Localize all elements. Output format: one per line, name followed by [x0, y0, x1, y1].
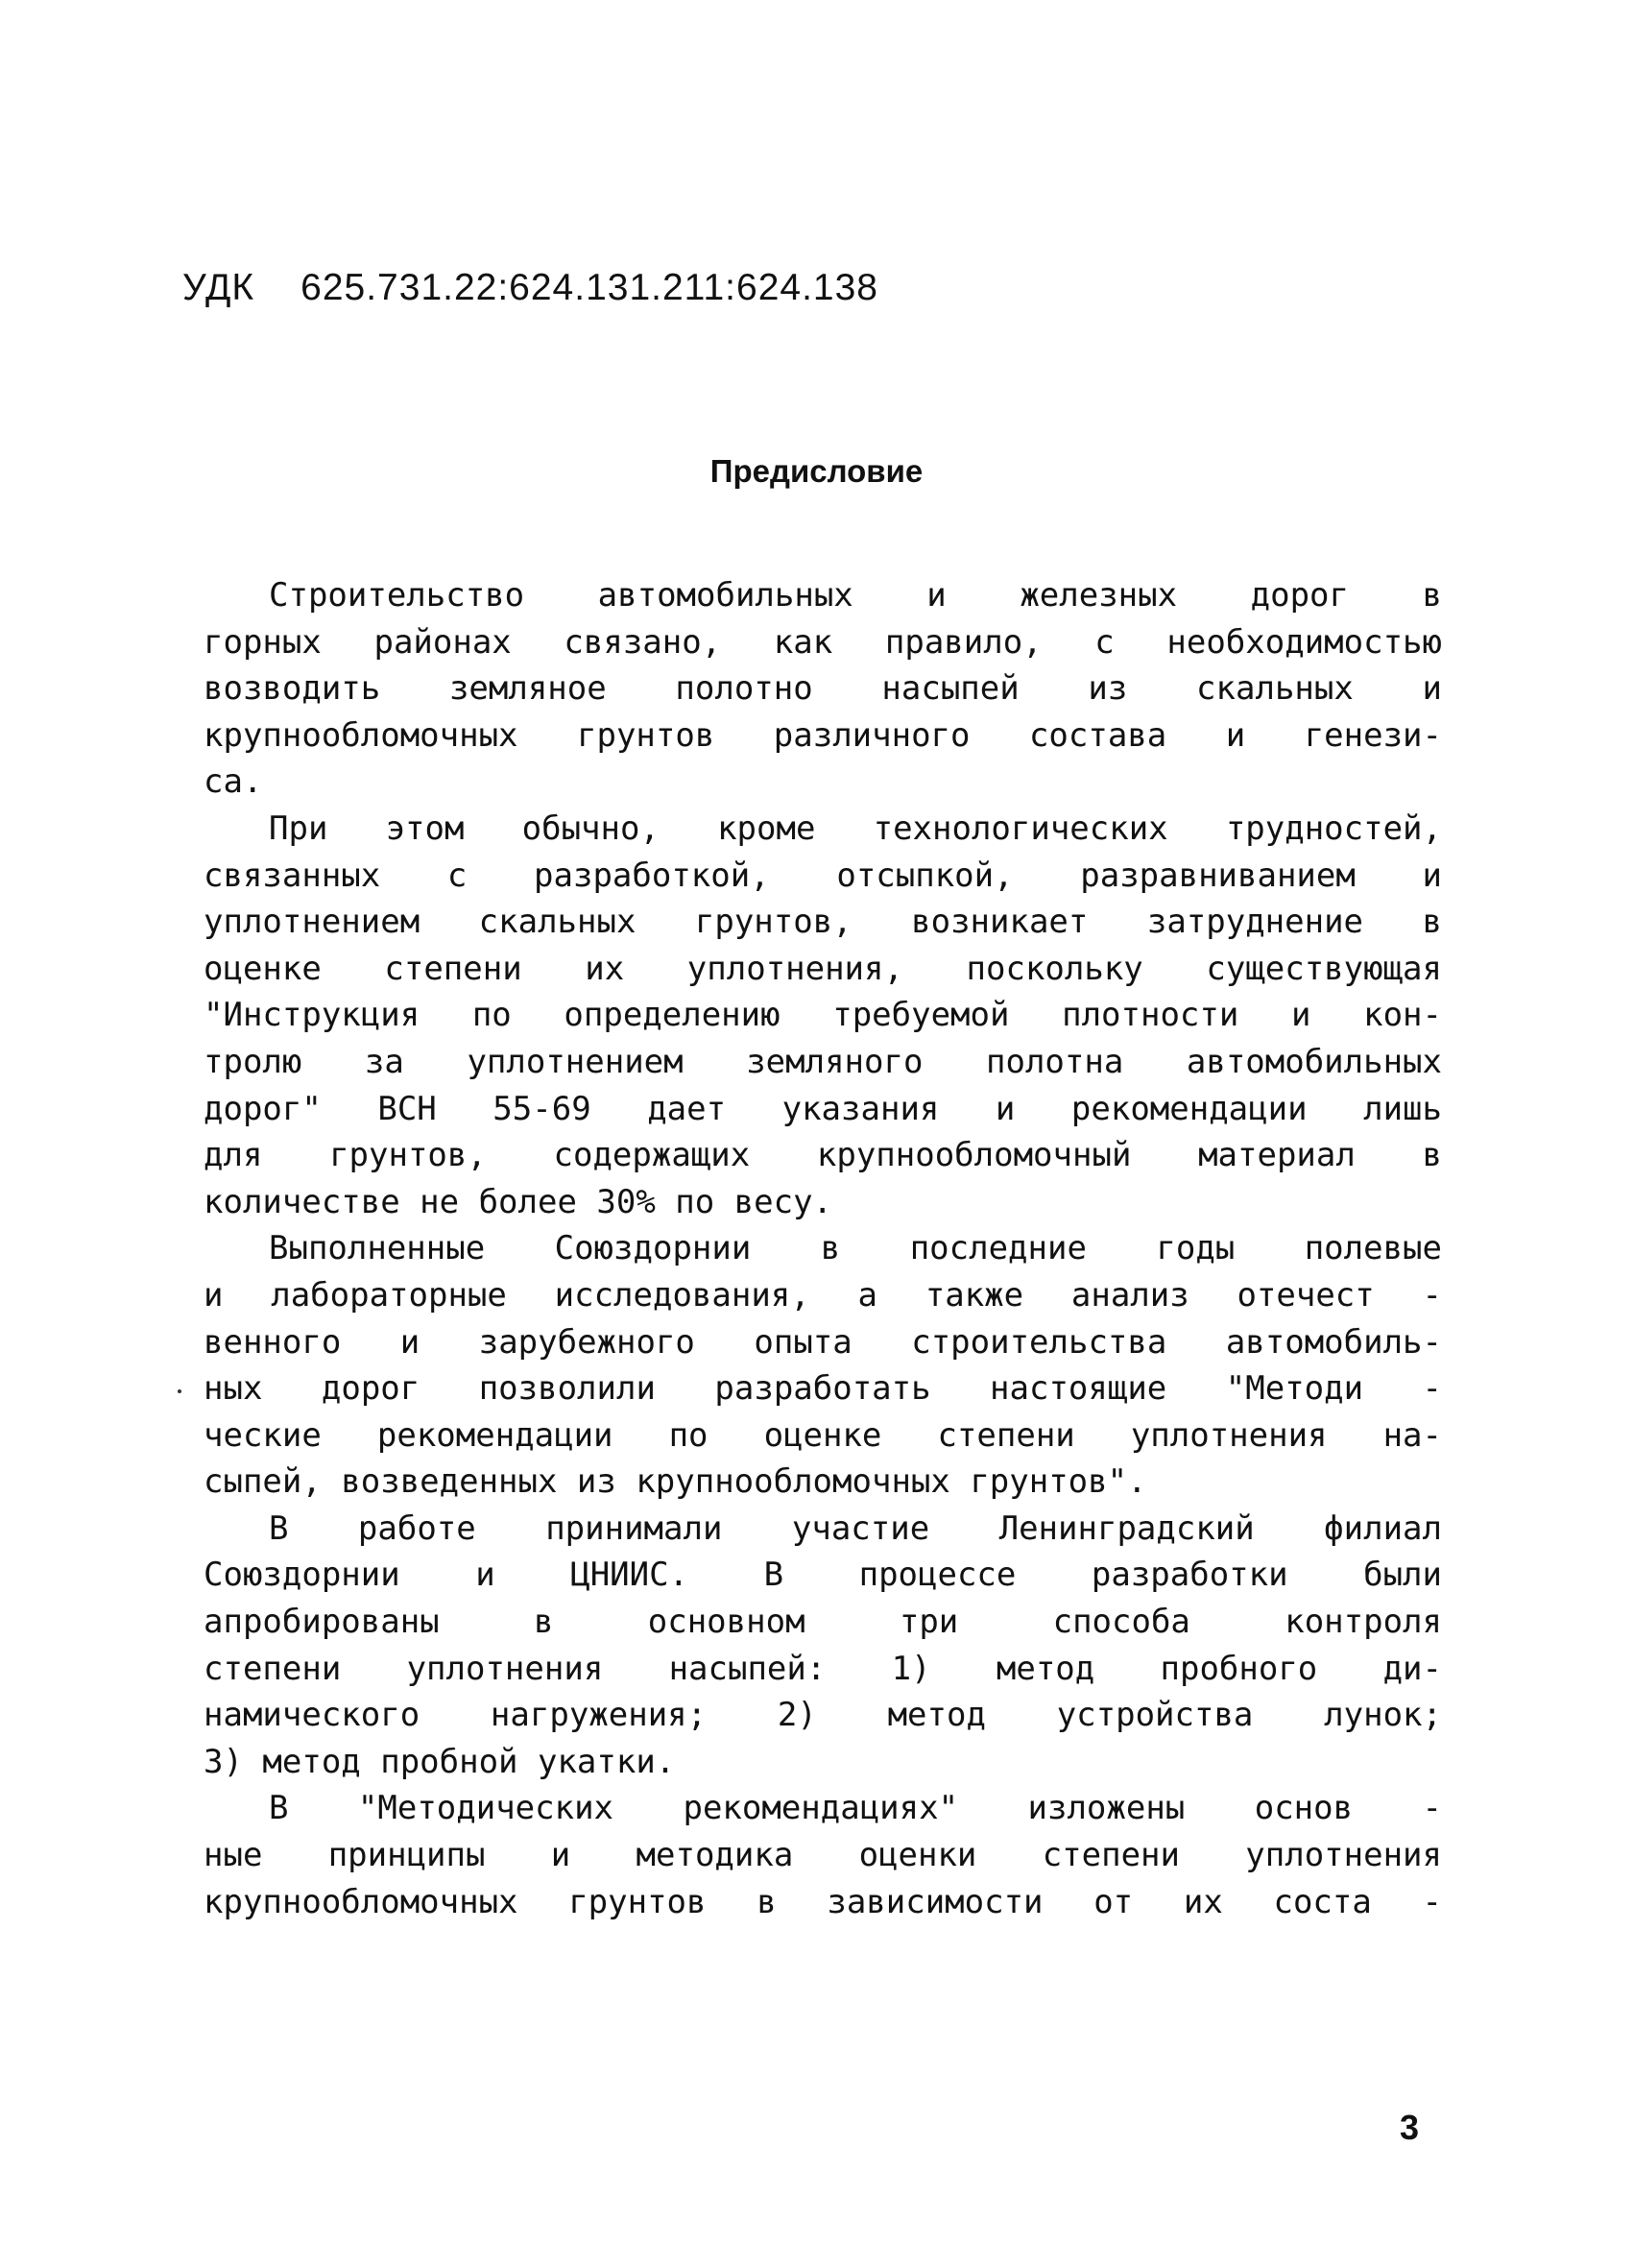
section-heading: Предисловие: [709, 453, 924, 489]
paragraph: [204, 572, 1442, 806]
text-line: связанных с разработкой, отсыпкой, разравниванием и: [204, 856, 1442, 895]
paragraph: [204, 1506, 1442, 1786]
text-line: В "Методических рекомендациях" изложены основ -: [269, 1789, 1442, 1828]
text-line: тролю за уплотнением земляного полотна автомобильных: [204, 1042, 1442, 1081]
scan-speck: [178, 1389, 181, 1393]
text-line: са.: [204, 762, 263, 802]
paragraph: [204, 806, 1442, 1225]
text-line: ных дорог позволили разработать настоящие "Методи -: [204, 1369, 1442, 1409]
text-line: венного и зарубежного опыта строительства автомобиль-: [204, 1322, 1442, 1362]
text-line: сыпей, возведенных из крупнообломочных грунтов".: [204, 1462, 1147, 1502]
text-line: и лабораторные исследования, а также анализ отечест -: [204, 1275, 1442, 1315]
text-line: ные принципы и методика оценки степени уплотнения: [204, 1836, 1442, 1875]
text-line: крупнообломочных грунтов в зависимости от их соста -: [204, 1882, 1442, 1921]
udk-classification: [182, 267, 878, 309]
text-line: крупнообломочных грунтов различного состава и генези-: [204, 715, 1442, 755]
text-line: ческие рекомендации по оценке степени уплотнения на-: [204, 1415, 1442, 1455]
text-line: степени уплотнения насыпей: 1) метод пробного ди-: [204, 1649, 1442, 1688]
text-line: дорог" ВСН 55-69 дает указания и рекомендации лишь: [204, 1089, 1442, 1128]
paragraph: [204, 1225, 1442, 1506]
udk-label: УДК: [182, 267, 255, 308]
text-line: апробированы в основном три способа контроля: [204, 1603, 1442, 1642]
text-line: для грунтов, содержащих крупнообломочный материал в: [204, 1136, 1442, 1175]
text-line: 3) метод пробной укатки.: [204, 1742, 676, 1781]
text-line: "Инструкция по определению требуемой плотности и кон-: [204, 996, 1442, 1035]
text-line: оценке степени их уплотнения, поскольку существующая: [204, 949, 1442, 988]
text-line: Выполненные Союздорнии в последние годы полевые: [269, 1229, 1442, 1268]
text-line: Строительство автомобильных и железных дорог в: [269, 576, 1442, 615]
text-line: Союздорнии и ЦНИИС. В процессе разработки были: [204, 1556, 1442, 1595]
text-line: уплотнением скальных грунтов, возникает затруднение в: [204, 903, 1442, 942]
text-line: В работе принимали участие Ленинградский филиал: [269, 1508, 1442, 1548]
text-line: количестве не более 30% по весу.: [204, 1182, 833, 1221]
page-number: 3: [1400, 2108, 1420, 2147]
preface-body: [204, 572, 1442, 1925]
text-line: возводить земляное полотно насыпей из скальных и: [204, 669, 1442, 709]
text-line: горных районах связано, как правило, с необходимостью: [204, 622, 1442, 662]
paragraph: [204, 1785, 1442, 1925]
text-line: При этом обычно, кроме технологических трудностей,: [269, 808, 1442, 848]
text-line: намического нагружения; 2) метод устройства лунок;: [204, 1696, 1442, 1735]
udk-code: 625.731.22:624.131.211:624.138: [300, 267, 878, 308]
